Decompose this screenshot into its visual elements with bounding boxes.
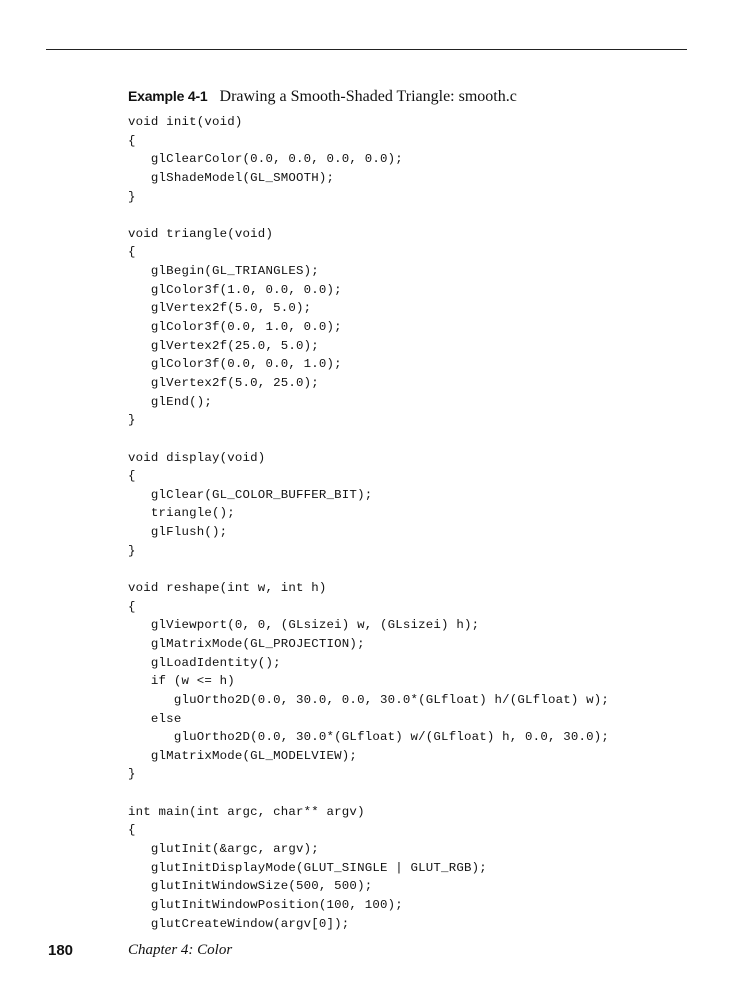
code-line: gluOrtho2D(0.0, 30.0, 0.0, 30.0*(GLfloat) h/(GLfloat) w); (128, 692, 610, 707)
code-line: glColor3f(0.0, 1.0, 0.0); (128, 320, 342, 335)
example-label: Example 4-1 (128, 88, 208, 104)
chapter-footer: Chapter 4: Color (128, 942, 233, 958)
code-line: triangle(); (128, 506, 235, 521)
code-line: { (128, 245, 136, 260)
code-line: { (128, 469, 136, 484)
code-line (128, 430, 708, 449)
code-line: glVertex2f(5.0, 25.0); (128, 375, 319, 390)
code-line: } (128, 189, 136, 204)
code-line: { (128, 823, 136, 838)
code-line: glClearColor(0.0, 0.0, 0.0, 0.0); (128, 152, 403, 167)
code-line: { (128, 133, 136, 148)
code-line: glViewport(0, 0, (GLsizei) w, (GLsizei) h); (128, 618, 480, 633)
code-line: glColor3f(0.0, 0.0, 1.0); (128, 357, 342, 372)
code-line: } (128, 543, 136, 558)
code-line: void init(void) (128, 115, 243, 129)
code-line: else (128, 711, 182, 726)
code-line: } (128, 413, 136, 428)
code-line: glutInitDisplayMode(GLUT_SINGLE | GLUT_RGB); (128, 860, 487, 875)
code-listing (128, 113, 708, 933)
code-line: gluOrtho2D(0.0, 30.0*(GLfloat) w/(GLfloat) h, 0.0, 30.0); (128, 730, 610, 745)
code-line: glFlush(); (128, 525, 228, 540)
code-line: glVertex2f(5.0, 5.0); (128, 301, 312, 316)
code-line: { (128, 599, 136, 614)
code-line: glEnd(); (128, 394, 212, 409)
page-number: 180 (48, 942, 74, 959)
code-line: glLoadIdentity(); (128, 655, 281, 670)
code-line: glVertex2f(25.0, 5.0); (128, 338, 319, 353)
code-line: glutInit(&argc, argv); (128, 841, 319, 856)
code-line: void triangle(void) (128, 226, 274, 241)
code-line: glShadeModel(GL_SMOOTH); (128, 170, 335, 185)
code-line: int main(int argc, char** argv) (128, 804, 365, 819)
code-line: glBegin(GL_TRIANGLES); (128, 264, 319, 279)
code-line (128, 206, 708, 225)
code-line: if (w <= h) (128, 674, 235, 689)
code-line: glMatrixMode(GL_MODELVIEW); (128, 748, 358, 763)
code-line: glutCreateWindow(argv[0]); (128, 916, 350, 931)
example-caption (128, 86, 517, 106)
code-line: glMatrixMode(GL_PROJECTION); (128, 636, 365, 651)
code-line: glClear(GL_COLOR_BUFFER_BIT); (128, 487, 373, 502)
top-rule (46, 49, 687, 50)
code-line: glColor3f(1.0, 0.0, 0.0); (128, 282, 342, 297)
example-title: Drawing a Smooth-Shaded Triangle: smooth.c (219, 88, 517, 105)
code-line (128, 784, 708, 803)
code-line: void display(void) (128, 450, 266, 465)
code-line: glutInitWindowPosition(100, 100); (128, 897, 403, 912)
code-line: glutInitWindowSize(500, 500); (128, 879, 373, 894)
code-line: void reshape(int w, int h) (128, 581, 327, 596)
code-line (128, 560, 708, 579)
code-line: } (128, 767, 136, 782)
